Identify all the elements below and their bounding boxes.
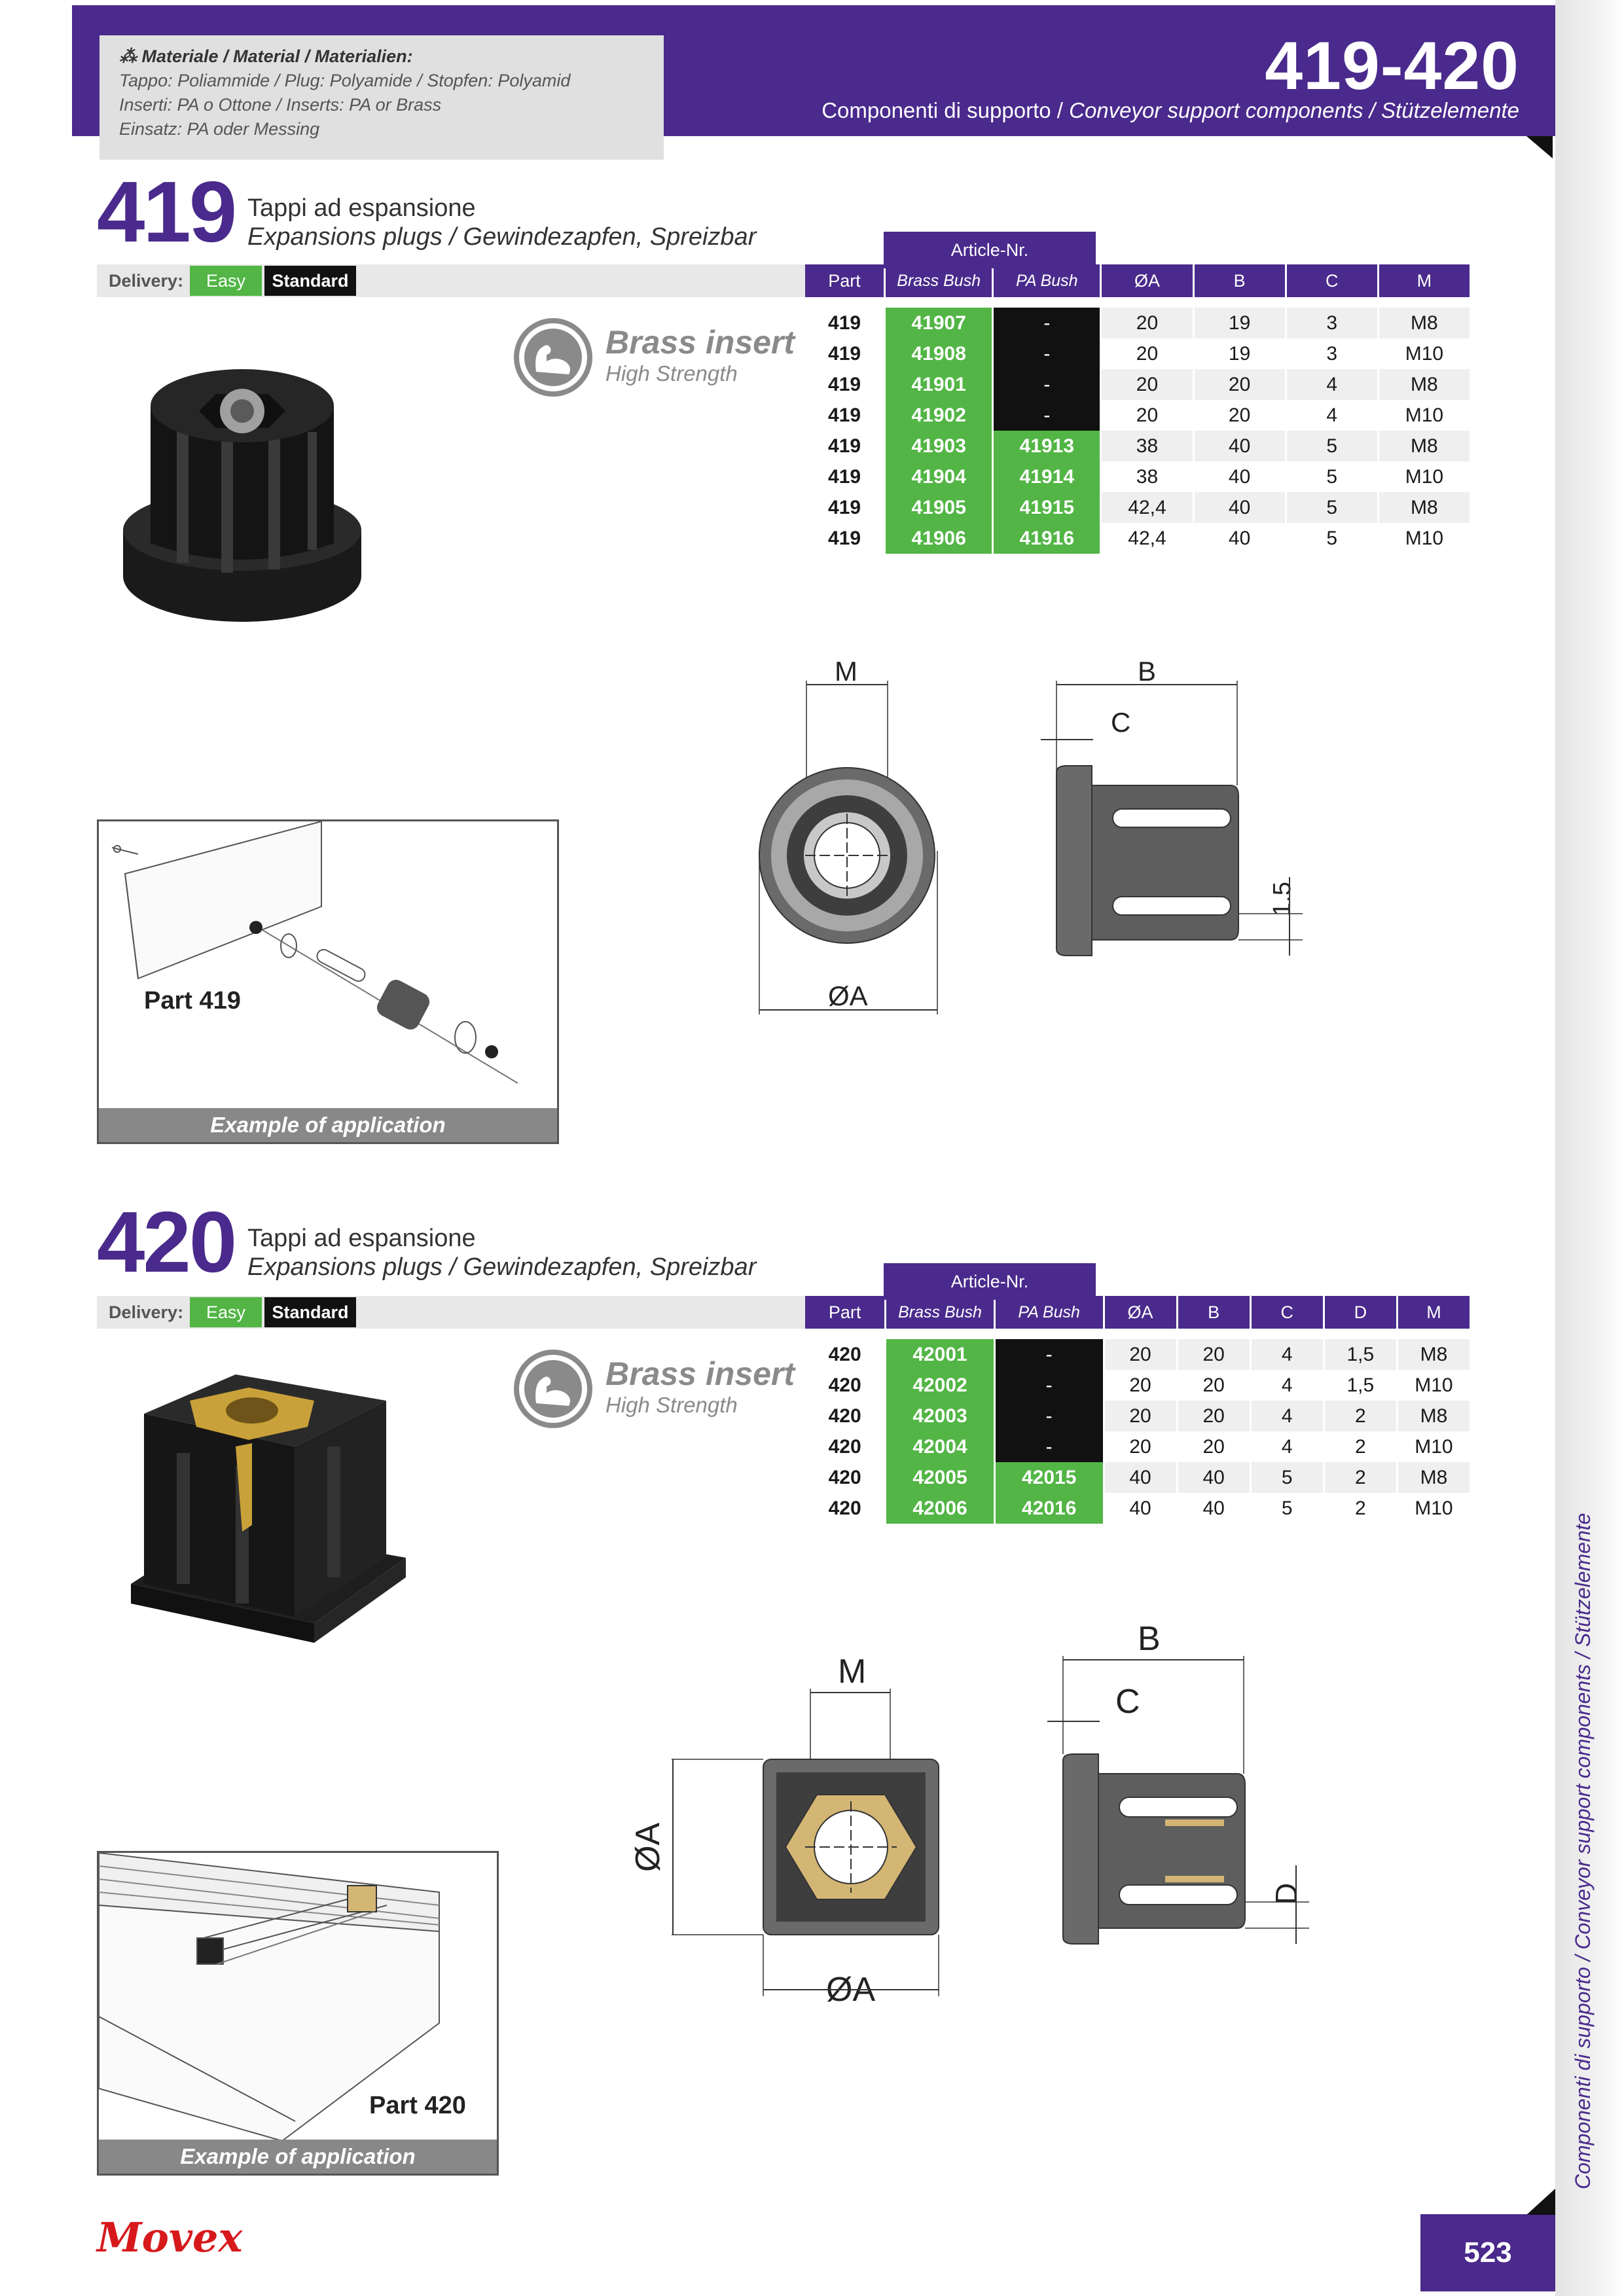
section-420-title-it: Tappi ad espansione [247,1225,476,1252]
materials-icon: ⁂ [119,46,142,66]
col-pa-bush: PA Bush [996,1296,1103,1329]
table-cell: 420 [828,1374,861,1396]
table-header-row [805,264,1470,297]
drawing-419-side [1041,681,1316,969]
delivery-easy-badge: Easy [190,1297,262,1327]
col-pa-bush: PA Bush [994,264,1100,297]
col-part: Part [805,1296,884,1329]
table-cell: 42001 [886,1339,994,1370]
table-cell: M8 [1398,1339,1470,1370]
table-row [805,492,1470,523]
section-419-title-it: Tappi ad espansione [247,194,476,222]
table-row [805,1339,1470,1370]
col-a: ØA [1105,1296,1176,1329]
col-d: D [1325,1296,1396,1329]
dim-419-a: ØA [828,980,868,1011]
product-419-image [105,334,380,641]
materials-line-2: Inserti: PA o Ottone / Inserts: PA or Brass [119,95,442,115]
table-cell: M10 [1398,1370,1470,1401]
delivery-standard-badge: Standard [264,266,356,296]
table-row [805,400,1470,431]
table-cell: 41908 [886,338,992,369]
table-cell: 41905 [886,492,992,523]
table-cell: 4 [1252,1370,1323,1401]
col-m: M [1398,1296,1470,1329]
table-cell: 40 [1195,523,1285,554]
table-cell: - [994,400,1100,431]
table-row [805,308,1470,338]
application-419-caption: Example of application [99,1108,557,1142]
table-cell: 5 [1287,431,1377,461]
table-cell: M8 [1379,369,1470,400]
table-cell: - [994,338,1100,369]
table-cell: 42006 [886,1493,994,1524]
section-420-table [803,1296,1471,1524]
table-row [805,1462,1470,1493]
table-cell: 42002 [886,1370,994,1401]
table-cell: 41903 [886,431,992,461]
section-419-title [247,194,756,251]
table-cell: 3 [1287,308,1377,338]
table-cell: - [996,1339,1103,1370]
col-c: C [1287,264,1377,297]
drawing-420-front [668,1689,956,1996]
table-cell: 20 [1105,1339,1176,1370]
section-420-article-header: Article-Nr. [884,1263,1096,1300]
table-cell: 38 [1102,431,1192,461]
table-cell: 4 [1252,1339,1323,1370]
brass-insert-title: Brass insert [605,1355,795,1392]
table-cell: - [996,1431,1103,1462]
table-spacer [805,297,1470,308]
table-cell: M8 [1379,492,1470,523]
table-row [805,369,1470,400]
table-cell: 2 [1325,1462,1396,1493]
table-cell: 20 [1178,1431,1250,1462]
brass-insert-title: Brass insert [605,324,795,361]
table-cell: 20 [1105,1431,1176,1462]
table-cell: - [996,1370,1103,1401]
dim-420-a-side: ØA [629,1822,667,1872]
table-cell: 419 [828,527,861,549]
table-cell: 41907 [886,308,992,338]
table-cell: 2 [1325,1493,1396,1524]
table-cell: 20 [1178,1370,1250,1401]
dim-420-d: D [1269,1882,1303,1905]
table-cell: 2 [1325,1431,1396,1462]
table-cell: 40 [1195,492,1285,523]
table-cell: 20 [1178,1339,1250,1370]
table-cell: 38 [1102,461,1192,492]
table-cell: 5 [1287,461,1377,492]
table-cell: 40 [1178,1493,1250,1524]
table-cell: 40 [1178,1462,1250,1493]
dim-420-c: C [1115,1683,1140,1721]
table-cell: 1,5 [1325,1370,1396,1401]
table-cell: 420 [828,1497,861,1519]
table-cell: 40 [1105,1493,1176,1524]
drawing-419-front [753,681,949,1021]
table-cell: M10 [1379,523,1470,554]
section-419-delivery-bar [97,264,807,297]
table-row [805,1401,1470,1431]
part-419-label: Part 419 [144,987,241,1014]
table-cell: 419 [828,435,861,457]
dim-420-m: M [838,1653,867,1691]
dim-419-h: 1.5 [1269,882,1296,916]
section-419-number: 419 [97,164,236,260]
table-cell: M10 [1379,338,1470,369]
table-cell: 4 [1252,1431,1323,1462]
table-cell: 19 [1195,308,1285,338]
product-420-image [118,1374,419,1656]
dim-419-m: M [835,656,857,687]
section-420-title [247,1224,756,1282]
table-spacer [805,1329,1470,1339]
table-cell: 42016 [996,1493,1103,1524]
drawing-420-side [1047,1656,1322,1964]
col-b: B [1178,1296,1250,1329]
table-cell: 2 [1325,1401,1396,1431]
col-brass-bush: Brass Bush [886,1296,994,1329]
table-cell: 420 [828,1405,861,1427]
application-420-caption: Example of application [99,2140,497,2174]
col-brass-bush: Brass Bush [886,264,992,297]
brass-insert-subtitle: High Strength [605,1393,738,1417]
section-419-article-header: Article-Nr. [884,232,1096,268]
table-row [805,523,1470,554]
table-cell: 19 [1195,338,1285,369]
table-cell: 41906 [886,523,992,554]
table-cell: M10 [1379,400,1470,431]
dim-420-a-bottom: ØA [826,1971,876,2009]
table-cell: 420 [828,1466,861,1488]
table-cell: 419 [828,496,861,518]
table-cell: 3 [1287,338,1377,369]
materials-title: Materiale / Material / Materialien: [141,46,413,66]
table-cell: 40 [1195,431,1285,461]
section-419-table [803,264,1471,554]
table-cell: - [994,369,1100,400]
table-row [805,1370,1470,1401]
table-cell: 20 [1102,400,1192,431]
table-row [805,338,1470,369]
section-420-number: 420 [97,1194,236,1290]
header-corner [1526,136,1553,158]
table-cell: 5 [1252,1493,1323,1524]
table-cell: 4 [1287,400,1377,431]
table-header-row [805,1296,1470,1329]
table-cell: 4 [1252,1401,1323,1431]
table-cell: - [996,1401,1103,1431]
table-cell: 4 [1287,369,1377,400]
table-cell: 40 [1195,461,1285,492]
table-cell: 40 [1105,1462,1176,1493]
brass-insert-icon [514,318,592,397]
section-419-title-rest: Expansions plugs / Gewindezapfen, Spreizbar [247,223,757,251]
header-subtitle-it: Componenti di supporto [821,98,1051,122]
application-419-drawing [99,821,557,1103]
table-cell: 41902 [886,400,992,431]
table-cell: 20 [1102,338,1192,369]
table-cell: 42,4 [1102,523,1192,554]
delivery-label: Delivery: [109,271,184,291]
table-cell: 42005 [886,1462,994,1493]
header-subtitle: Componenti di supporto / Conveyor support components / Stützelemente [821,98,1519,122]
table-cell: 20 [1105,1370,1176,1401]
table-cell: 42004 [886,1431,994,1462]
table-cell: 20 [1178,1401,1250,1431]
table-row [805,431,1470,461]
table-cell: M8 [1398,1401,1470,1431]
table-cell: 420 [828,1343,861,1365]
page-corner [1526,2189,1555,2215]
table-cell: 5 [1252,1462,1323,1493]
delivery-easy-badge: Easy [190,266,262,296]
table-cell: M10 [1398,1493,1470,1524]
table-cell: 42015 [996,1462,1103,1493]
col-part: Part [805,264,884,297]
table-cell: 41915 [994,492,1100,523]
table-row [805,461,1470,492]
dim-419-b: B [1138,656,1157,687]
dim-420-b: B [1138,1620,1161,1658]
table-cell: 5 [1287,523,1377,554]
table-cell: M8 [1398,1462,1470,1493]
table-cell: 419 [828,342,861,365]
section-420-title-rest: Expansions plugs / Gewindezapfen, Spreizbar [247,1253,757,1281]
table-row [805,1431,1470,1462]
side-text: Componenti di supporto / Conveyor support components / Stützelemente [1571,1513,1595,2189]
header-code: 419-420 [1265,28,1519,104]
materials-line-3: Einsatz: PA oder Messing [119,119,320,139]
table-cell: 41901 [886,369,992,400]
page-number: 523 [1420,2214,1555,2291]
section-420-application [97,1851,499,2176]
materials-box [99,35,664,160]
table-cell: 420 [828,1435,861,1458]
table-cell: 20 [1195,400,1285,431]
delivery-label: Delivery: [109,1302,184,1322]
part-420-label: Part 420 [369,2092,466,2119]
dim-419-c: C [1111,707,1131,738]
table-row [805,1493,1470,1524]
table-cell: 41904 [886,461,992,492]
table-cell: M10 [1398,1431,1470,1462]
table-cell: 20 [1105,1401,1176,1431]
section-420-delivery-bar [97,1296,807,1329]
table-cell: 419 [828,465,861,488]
section-419-application [97,819,559,1144]
table-cell: 5 [1287,492,1377,523]
table-cell: 1,5 [1325,1339,1396,1370]
col-a: ØA [1102,264,1192,297]
table-cell: 20 [1195,369,1285,400]
table-cell: 41913 [994,431,1100,461]
materials-line-1: Tappo: Poliammide / Plug: Polyamide / Stopfen: Polyamid [119,71,571,90]
table-cell: M10 [1379,461,1470,492]
table-cell: 20 [1102,369,1192,400]
table-cell: 42,4 [1102,492,1192,523]
table-cell: 419 [828,373,861,395]
table-cell: - [994,308,1100,338]
table-cell: M8 [1379,308,1470,338]
col-m: M [1379,264,1470,297]
table-cell: 419 [828,312,861,334]
brass-insert-subtitle: High Strength [605,361,738,386]
table-cell: 419 [828,404,861,426]
delivery-standard-badge: Standard [264,1297,356,1327]
brass-insert-icon [514,1350,592,1428]
table-cell: 41914 [994,461,1100,492]
col-c: C [1252,1296,1323,1329]
table-cell: 20 [1102,308,1192,338]
table-cell: 41916 [994,523,1100,554]
table-cell: 42003 [886,1401,994,1431]
header-subtitle-rest: Conveyor support components / Stützelemente [1069,98,1519,122]
brand-logo: Movex [97,2214,243,2261]
col-b: B [1195,264,1285,297]
table-cell: M8 [1379,431,1470,461]
